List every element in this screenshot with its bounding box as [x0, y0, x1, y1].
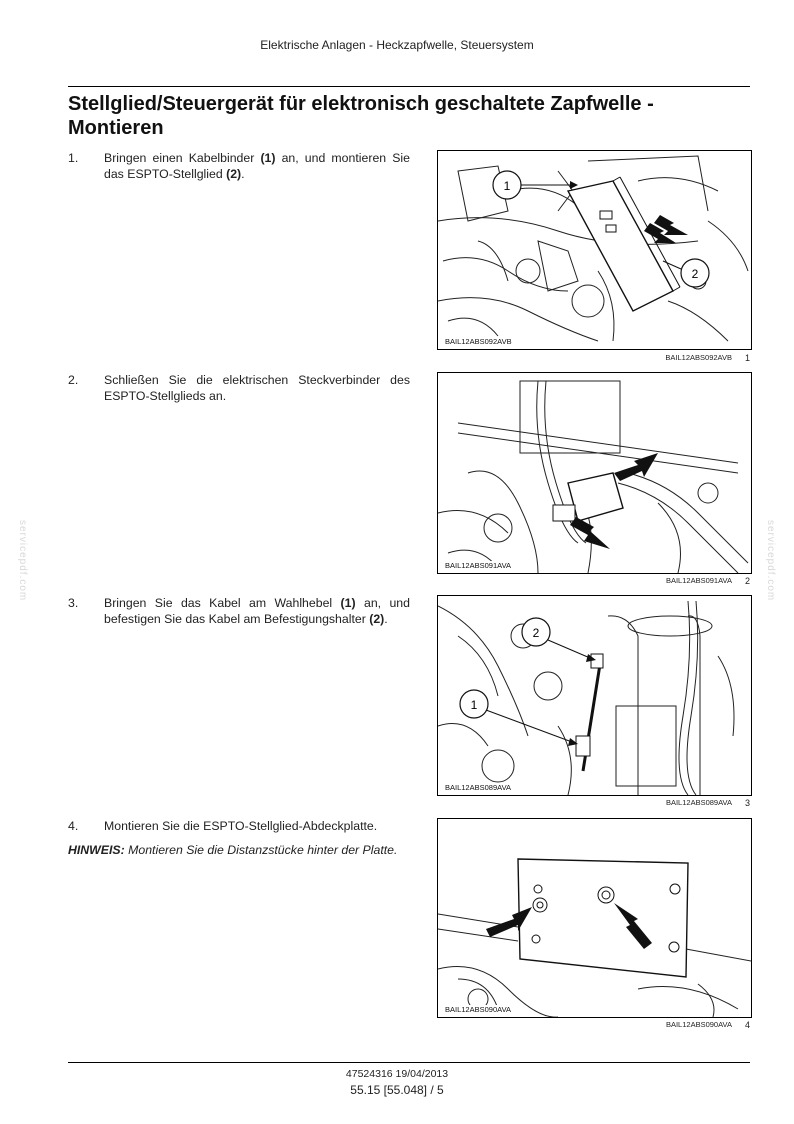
caption-code: BAIL12ABS092AVB: [665, 353, 732, 362]
header-rule: [68, 86, 750, 87]
figure-1: [437, 150, 752, 350]
step-number: 2.: [68, 373, 79, 387]
caption-code: BAIL12ABS089AVA: [665, 798, 732, 807]
caption-code: BAIL12ABS090AVA: [665, 1020, 732, 1029]
note-label: HINWEIS:: [68, 843, 125, 857]
footer-page-reference: 55.15 [55.048] / 5: [350, 1083, 444, 1097]
footer-document-reference: 47524316 19/04/2013: [345, 1068, 449, 1080]
figure-id: BAIL12ABS090AVA: [445, 1005, 512, 1014]
caption-number: 1: [744, 353, 750, 363]
step-text: Bringen Sie das Kabel am Wahlhebel (1) an, und befestigen Sie das Kabel am Befestigungshalter (2).: [104, 596, 410, 626]
step-text: Montieren Sie die ESPTO-Stellglied-Abdeckplatte.: [104, 819, 378, 833]
note-text: Montieren Sie die Distanzstücke hinter der Platte.: [124, 843, 398, 857]
callout-label: 1: [503, 179, 511, 193]
step-3: [68, 595, 410, 627]
running-header: Elektrische Anlagen - Heckzapfwelle, Steuersystem: [260, 38, 534, 52]
footer-rule: [68, 1062, 750, 1063]
step-number: 1.: [68, 151, 79, 165]
figure-id: BAIL12ABS092AVB: [445, 337, 512, 346]
step-1: [68, 150, 410, 182]
figure-id: BAIL12ABS089AVA: [445, 783, 512, 792]
figure-1-illustration: [438, 151, 751, 349]
step-4: [68, 818, 410, 834]
callout-label: 1: [470, 698, 478, 712]
step-number: 4.: [68, 819, 79, 833]
step-text: Bringen einen Kabelbinder (1) an, und montieren Sie das ESPTO-Stellglied (2).: [104, 151, 411, 181]
callout-label: 2: [691, 267, 699, 281]
caption-code: BAIL12ABS091AVA: [665, 576, 732, 585]
caption-number: 2: [744, 576, 750, 586]
figure-4: [437, 818, 752, 1018]
caption-number: 4: [744, 1020, 750, 1030]
step-number: 3.: [68, 596, 79, 610]
figure-3: [437, 595, 752, 796]
step-2: [68, 372, 410, 404]
watermark-right: servicepdf.com: [765, 520, 776, 602]
figure-2-illustration: [438, 373, 751, 573]
step-text: Schließen Sie die elektrischen Steckverbinder des ESPTO-Stellglieds an.: [104, 373, 410, 403]
figure-2: [437, 372, 752, 574]
caption-number: 3: [744, 798, 750, 808]
page-title: Stellglied/Steuergerät für elektronisch geschaltete Zapfwelle - Montieren: [68, 93, 654, 139]
figure-4-illustration: [438, 819, 751, 1017]
figure-3-illustration: [438, 596, 751, 795]
note: [68, 842, 410, 858]
watermark-left: servicepdf.com: [17, 520, 28, 602]
figure-id: BAIL12ABS091AVA: [445, 561, 512, 570]
callout-label: 2: [532, 626, 540, 640]
